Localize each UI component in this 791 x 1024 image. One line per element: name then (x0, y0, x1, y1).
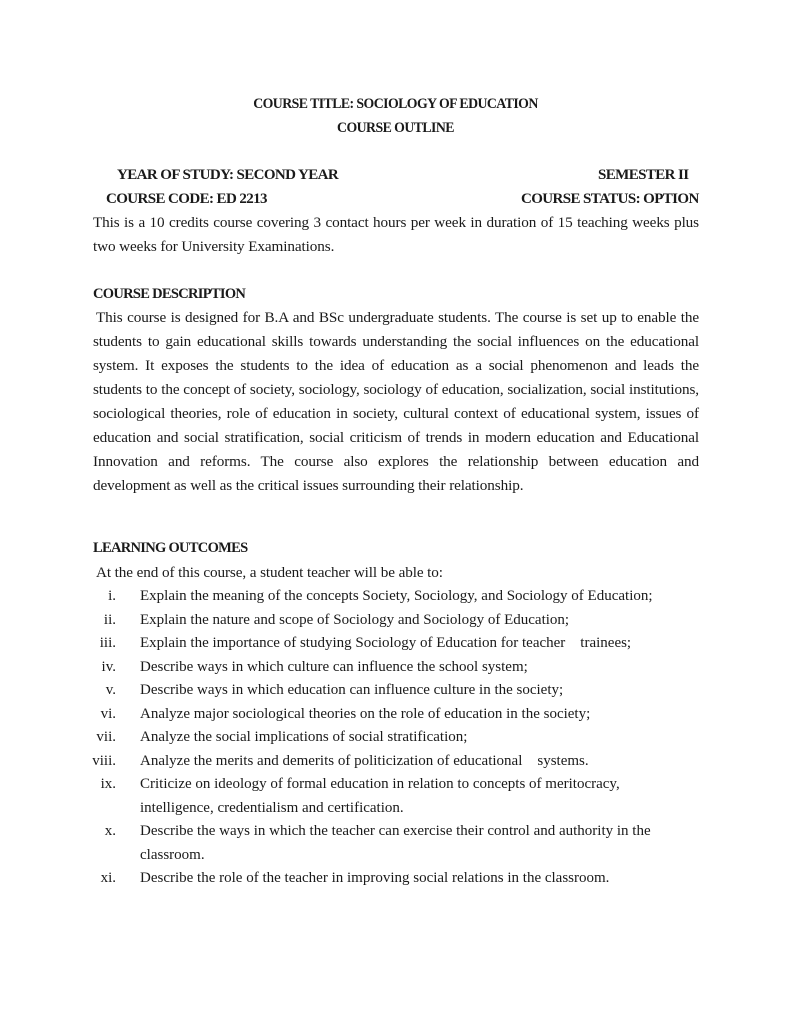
list-number: ii. (103, 611, 116, 628)
list-text: Explain the nature and scope of Sociology and Sociology of Education; (140, 611, 570, 628)
course-outline-heading: COURSE OUTLINE (337, 120, 454, 136)
list-item (80, 773, 720, 820)
list-text: Describe the role of the teacher in improving social relations in the classroom. (140, 870, 610, 886)
list-number: iii. (99, 635, 116, 651)
list-text: Explain the meaning of the concepts Society, Sociology, and Sociology of Education; (140, 588, 653, 604)
learning-outcomes-heading: LEARNING OUTCOMES (93, 540, 248, 556)
list-text: Analyze the merits and demerits of politicization of educational systems. (140, 752, 589, 769)
list-item (80, 656, 720, 680)
list-item (80, 679, 720, 703)
list-text: Criticize on ideology of formal education in relation to concepts of meritocracy, intelligence, credentialism and certification. (140, 776, 620, 816)
course-code: COURSE CODE: ED 2213 (106, 191, 267, 207)
course-description-body: This course is designed for B.A and BSc undergraduate students. The course is set up to enable the students to gain educational skills towards understanding the social influences on the educational system. It exposes the students to the idea of education as a social phenomenon and leads the students to the concept of society, sociology, sociology of education, socialization, social institutions, sociological theories, role of education in society, cultural context of educational system, issues of education and social stratification, social criticism of trends in modern education and Educational Innovation and reforms. The course also explores the relationship between education and development as well as the critical issues surrounding their relationship. (93, 309, 699, 494)
list-item (80, 726, 720, 750)
course-description-heading: COURSE DESCRIPTION (93, 286, 246, 302)
list-text: Describe ways in which education can influence culture in the society; (140, 682, 564, 698)
course-status: COURSE STATUS: OPTION (521, 191, 699, 207)
list-number: ix. (100, 776, 116, 792)
list-number: i. (108, 588, 116, 604)
list-number: vi. (100, 705, 116, 722)
list-text: Describe the ways in which the teacher can exercise their control and authority in the classroom. (140, 823, 651, 863)
list-item (80, 750, 720, 774)
list-number: vii. (96, 729, 116, 745)
learning-outcomes-list (80, 585, 720, 891)
list-number: x. (104, 823, 116, 839)
list-item (80, 585, 720, 609)
year-of-study: YEAR OF STUDY: SECOND YEAR (117, 167, 339, 183)
list-text: Describe ways in which culture can influence the school system; (140, 658, 528, 675)
list-number: xi. (100, 870, 116, 886)
list-item (80, 632, 720, 656)
list-text: Analyze major sociological theories on the role of education in the society; (140, 705, 591, 722)
list-item (80, 703, 720, 727)
list-item (80, 609, 720, 633)
list-number: iv. (101, 658, 116, 675)
list-number: v. (105, 682, 116, 698)
list-number: viii. (92, 752, 116, 769)
list-text: Analyze the social implications of social stratification; (140, 729, 468, 745)
list-text: Explain the importance of studying Sociology of Education for teacher trainees; (140, 635, 632, 651)
list-item (80, 867, 720, 891)
semester: SEMESTER II (598, 167, 689, 183)
course-title: COURSE TITLE: SOCIOLOGY OF EDUCATION (253, 96, 538, 112)
list-item (80, 820, 720, 867)
learning-outcomes-lead: At the end of this course, a student teacher will be able to: (96, 564, 443, 581)
intro-paragraph: This is a 10 credits course covering 3 contact hours per week in duration of 15 teaching weeks plus two weeks for University Examinations. (93, 214, 699, 255)
